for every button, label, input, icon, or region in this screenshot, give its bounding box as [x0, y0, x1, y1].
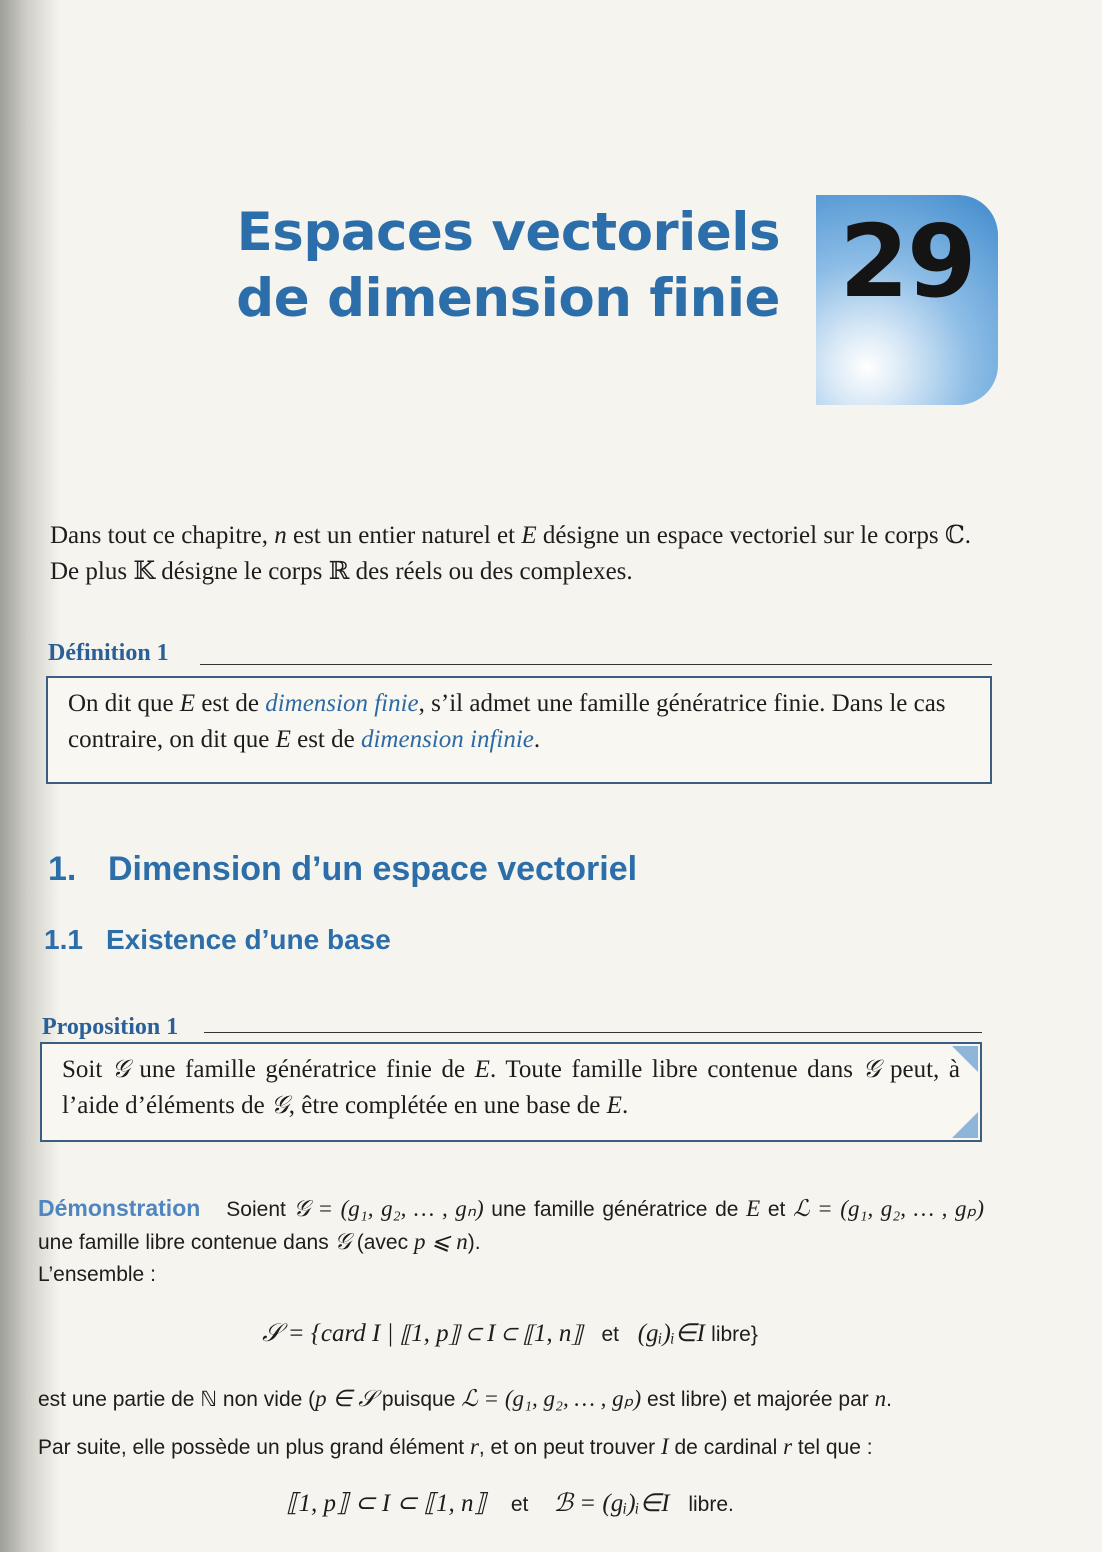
section-title: Existence d’une base: [106, 924, 391, 955]
demo-text: (avec: [350, 1231, 414, 1254]
definition-label: Définition 1: [48, 640, 169, 666]
proof-line: [38, 1386, 988, 1412]
proposition-label: Proposition 1: [42, 1014, 179, 1040]
math-family-l: ℒ = (g₁, g₂, … , gₚ): [461, 1386, 642, 1411]
formula-text: et: [601, 1323, 619, 1346]
math-r: r: [469, 1434, 479, 1459]
formula-basis-b: [0, 1488, 1020, 1518]
intro-text: désigne un espace vectoriel sur le corps ℂ. De plus 𝕂 désigne le corps ℝ des réels ou des complexes.: [50, 522, 971, 585]
formula-text: et: [510, 1493, 529, 1516]
demo-text: Soient: [226, 1198, 294, 1221]
formula-part: ℬ = (gᵢ)ᵢ∈I: [553, 1490, 670, 1517]
section-number: 1.: [48, 850, 77, 888]
chapter-title-line1: Espaces vectoriels: [236, 202, 780, 263]
definition-text: , s’il admet une famille génératrice finie. Dans le cas contraire, on dit que: [68, 690, 946, 753]
demo-text: de cardinal: [668, 1436, 784, 1459]
math-family-g: 𝒢 = (g₁, g₂, … , gₙ): [293, 1196, 484, 1221]
formula-text: libre}: [711, 1323, 758, 1346]
math-g: 𝒢: [111, 1056, 130, 1083]
section-title: Dimension d’un espace vectoriel: [108, 850, 638, 888]
proposition-box: [40, 1042, 982, 1142]
definition-box: [46, 676, 992, 784]
formula-part: 𝒮 = {card I | ⟦1, p⟧ ⊂ I ⊂ ⟦1, n⟧: [262, 1320, 583, 1347]
formula-part: ⟦1, p⟧ ⊂ I ⊂ ⟦1, n⟧: [286, 1490, 486, 1517]
math-p-in-s: p ∈ 𝒮: [315, 1386, 376, 1411]
demo-text: .: [886, 1388, 892, 1411]
definition-text: On dit que: [68, 690, 180, 717]
proposition-text: . Toute famille libre contenue dans: [489, 1056, 863, 1083]
demo-text: ).: [467, 1231, 481, 1254]
math-r: r: [783, 1434, 793, 1459]
box-corner-decoration: [952, 1112, 978, 1138]
demo-text: est une partie de ℕ non vide (: [38, 1388, 316, 1411]
proposition-rule: [204, 1032, 982, 1033]
chapter-title-line2: de dimension finie: [236, 268, 780, 329]
demonstration-paragraph: [38, 1192, 984, 1291]
math-family-l: ℒ = (g₁, g₂, … , gₚ): [793, 1196, 984, 1221]
section-number: 1.1: [44, 924, 83, 955]
intro-math-n: n: [274, 522, 287, 549]
chapter-title: [236, 200, 780, 332]
math-g: 𝒢: [270, 1092, 289, 1119]
proof-line: [38, 1434, 988, 1460]
definition-text: .: [533, 726, 541, 753]
term-dimension-infinie: dimension infinie: [360, 726, 534, 753]
demonstration-label: Démonstration: [38, 1195, 201, 1221]
term-dimension-finie: dimension finie: [265, 690, 419, 717]
formula-part: (gᵢ)ᵢ∈I: [637, 1320, 705, 1347]
box-corner-decoration: [952, 1046, 978, 1072]
section-1-1-heading: [44, 924, 391, 956]
intro-text: Dans tout ce chapitre,: [50, 522, 275, 549]
demo-text: est libre) et majorée par: [641, 1388, 875, 1411]
intro-paragraph: [50, 518, 1000, 590]
section-1-heading: [48, 850, 637, 889]
demo-text: , et on peut trouver: [478, 1436, 661, 1459]
math-g: 𝒢: [862, 1056, 881, 1083]
math-e: E: [474, 1056, 490, 1083]
intro-math-e: E: [521, 522, 537, 549]
proposition-text: Soit: [62, 1056, 112, 1083]
demo-text: une famille libre contenue dans: [38, 1231, 335, 1254]
chapter-number: 29: [839, 203, 975, 320]
proposition-text: .: [621, 1092, 629, 1119]
demo-text: Par suite, elle possède un plus grand élément: [38, 1436, 470, 1459]
math-n: n: [874, 1386, 887, 1411]
math-e: E: [275, 726, 291, 753]
demo-text: et: [760, 1198, 794, 1221]
demo-text: puisque: [376, 1388, 462, 1411]
proposition-text: peut, à l’aide d’éléments de: [62, 1056, 960, 1119]
math-p-le-n: p ⩽ n: [413, 1229, 468, 1254]
formula-text: libre.: [688, 1493, 734, 1516]
definition-text: est de: [195, 690, 266, 717]
intro-text: est un entier naturel et: [286, 522, 522, 549]
proposition-text: , être complétée en une base de: [288, 1092, 607, 1119]
formula-set-s: [0, 1318, 1020, 1348]
definition-rule: [200, 664, 992, 665]
math-e: E: [179, 690, 196, 717]
math-e: E: [746, 1196, 761, 1221]
demo-text: tel que :: [792, 1436, 873, 1459]
chapter-number-badge: [816, 195, 998, 405]
proposition-text: une famille génératrice finie de: [129, 1056, 475, 1083]
definition-text: est de: [290, 726, 361, 753]
math-e: E: [606, 1092, 622, 1119]
demo-text: L’ensemble :: [38, 1263, 156, 1286]
demo-text: une famille génératrice de: [483, 1198, 747, 1221]
math-i: I: [661, 1434, 669, 1459]
math-g: 𝒢: [334, 1229, 351, 1254]
